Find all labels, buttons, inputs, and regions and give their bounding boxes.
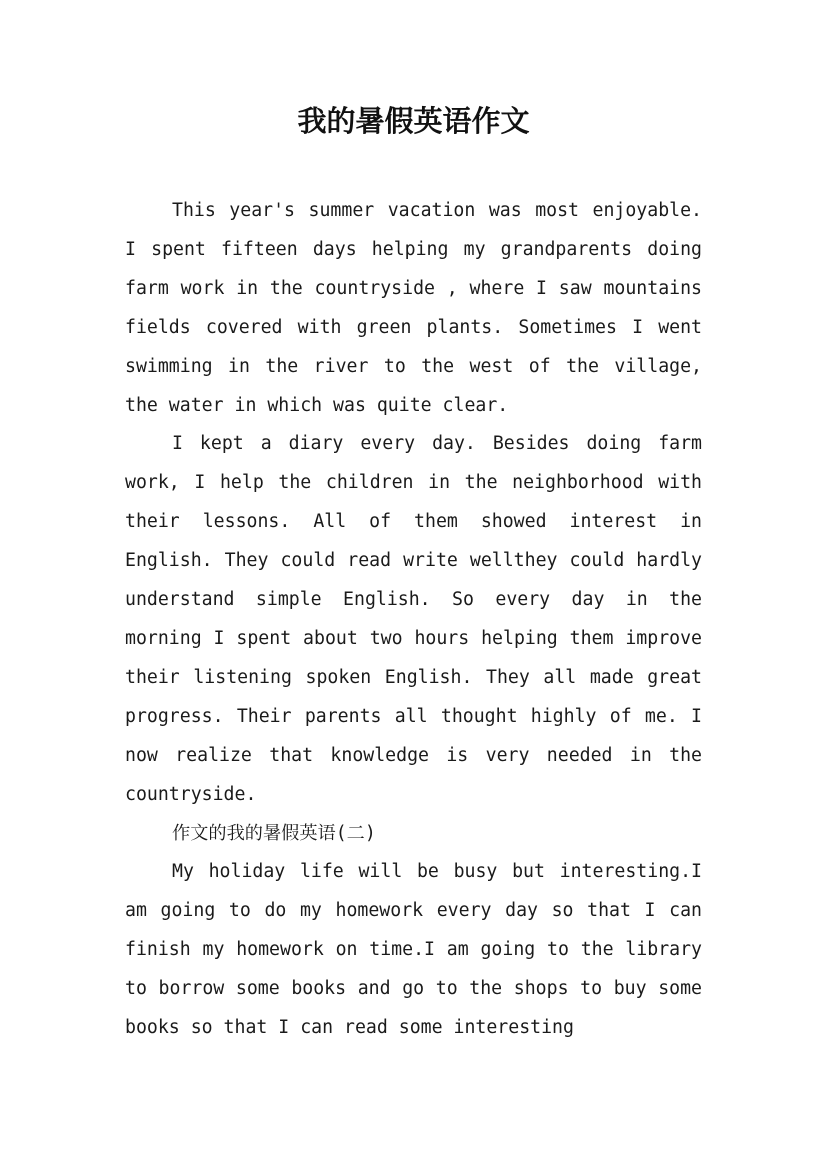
paragraph-diary: I kept a diary every day. Besides doing farm work, I help the children in the neighborhood with their lessons. All of them showed interest in English. They could read write wellthey could hardly understand simple English. So every day in the morning I spent about two hours helping them improve their listening spoken English. They all made great progress. Their parents all thought highly of me. I now realize that knowledge is very needed in the countryside. [125, 433, 702, 805]
paragraph-summer-vacation: This year's summer vacation was most enjoyable. I spent fifteen days helping my grandparents doing farm work in the countryside , where I saw mountains fields covered with green plants. Sometimes I went swimming in the river to the west of the village, the water in which was quite clear. [125, 200, 702, 416]
document-body [125, 192, 702, 1048]
paragraph-holiday-life: My holiday life will be busy but interesting.I am going to do my homework every day so that I can finish my homework on time.I am going to the library to borrow some books and go to the shops to buy some books so that I can read some interesting [125, 861, 702, 1039]
document-title: 我的暑假英语作文 [297, 104, 530, 138]
section-heading: 作文的我的暑假英语(二) [172, 822, 376, 844]
